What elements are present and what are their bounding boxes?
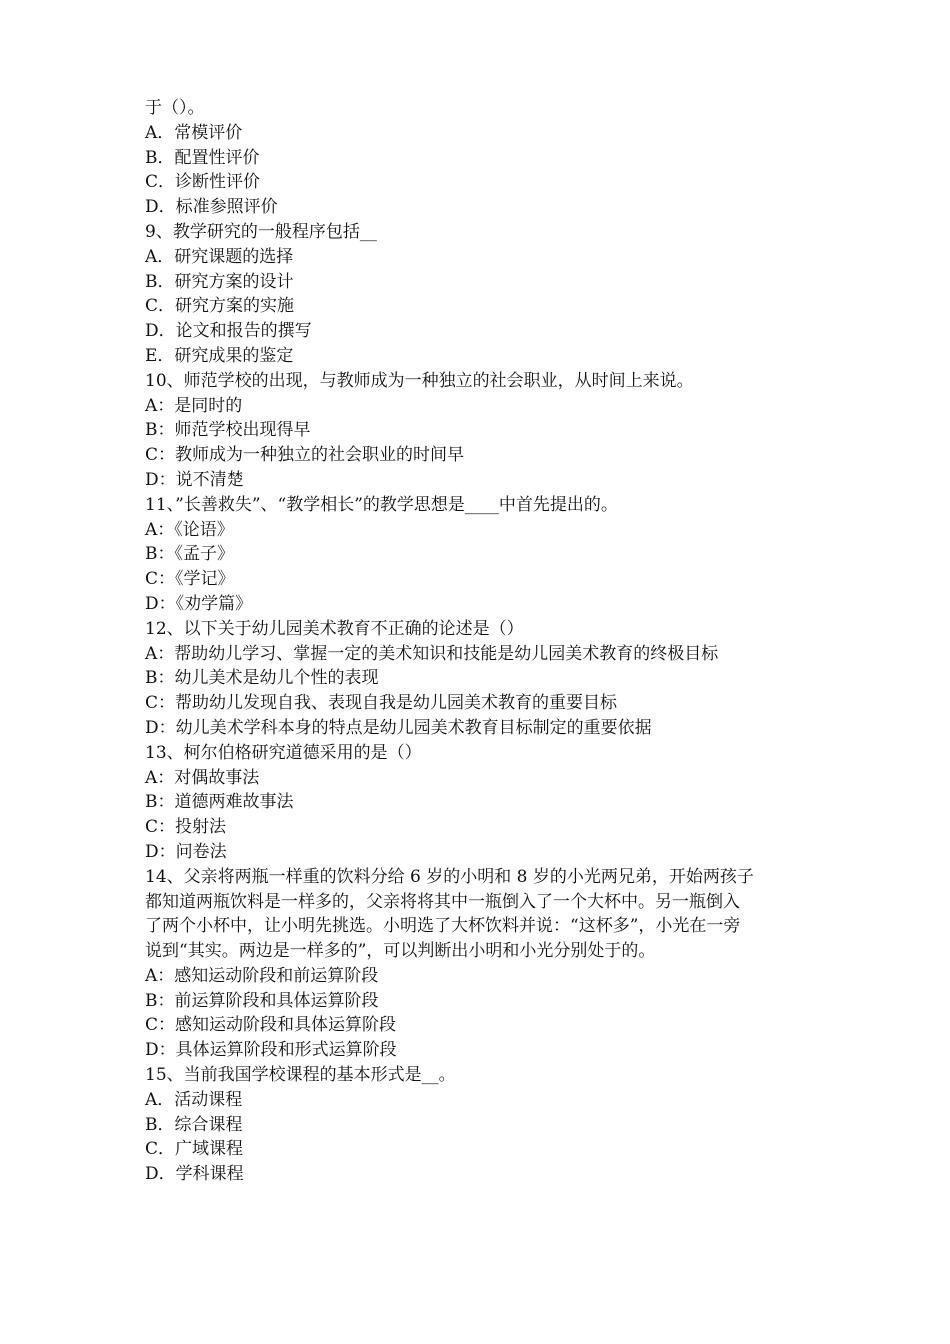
q8-stem-tail: 于（）。: [145, 98, 205, 118]
q15-stem: 15、当前我国学校课程的基本形式是__。: [145, 1065, 456, 1086]
q12-option-c: C：帮助幼儿发现自我、表现自我是幼儿园美术教育的重要目标: [145, 693, 618, 714]
q8-option-d: D．标准参照评价: [145, 197, 278, 218]
q12-option-a: A：帮助幼儿学习、掌握一定的美术知识和技能是幼儿园美术教育的终极目标: [145, 643, 719, 664]
q11-stem: 11、”长善救失”、“教学相长”的教学思想是____中首先提出的。: [145, 494, 618, 515]
q13-option-b: B：道德两难故事法: [145, 792, 294, 813]
q8-option-a: A．常模评价: [145, 122, 243, 143]
q14-stem-line-4: 说到“其实。两边是一样多的”，可以判断出小明和小光分别处于的。: [145, 941, 656, 962]
q9-option-b: B．研究方案的设计: [145, 271, 294, 292]
q15-option-d: D．学科课程: [145, 1164, 244, 1185]
q13-stem: 13、柯尔伯格研究道德采用的是（）: [145, 742, 422, 763]
q11-option-d: D：《劝学篇》: [145, 593, 253, 614]
q14-option-a: A：感知运动阶段和前运算阶段: [145, 965, 379, 986]
document-body: [145, 96, 825, 1187]
q9-option-a: A．研究课题的选择: [145, 246, 294, 267]
q9-option-d: D．论文和报告的撰写: [145, 321, 312, 342]
q11-option-c: C：《学记》: [145, 569, 235, 590]
q11-option-a: A：《论语》: [145, 519, 234, 540]
q10-stem: 10、师范学校的出现，与教师成为一种独立的社会职业，从时间上来说。: [145, 370, 694, 391]
q15-option-a: A．活动课程: [145, 1089, 243, 1110]
q9-option-e: E．研究成果的鉴定: [145, 345, 294, 366]
q10-option-d: D：说不清楚: [145, 469, 244, 490]
q9-stem: 9、教学研究的一般程序包括__: [145, 221, 377, 242]
q10-option-b: B：师范学校出现得早: [145, 420, 311, 441]
q8-option-c: C．诊断性评价: [145, 172, 261, 193]
q13-option-d: D：问卷法: [145, 841, 227, 862]
q11-option-b: B：《孟子》: [145, 544, 234, 565]
q8-option-b: B．配置性评价: [145, 147, 260, 168]
q15-option-b: B．综合课程: [145, 1114, 243, 1135]
q13-option-c: C：投射法: [145, 817, 227, 838]
q12-option-d: D：幼儿美术学科本身的特点是幼儿园美术教育目标制定的重要依据: [145, 717, 652, 738]
q10-option-c: C：教师成为一种独立的社会职业的时间早: [145, 445, 465, 466]
q14-option-d: D：具体运算阶段和形式运算阶段: [145, 1040, 397, 1061]
q12-option-b: B：幼儿美术是幼儿个性的表现: [145, 668, 379, 689]
q14-stem-line-2: 都知道两瓶饮料是一样多的，父亲将将其中一瓶倒入了一个大杯中。另一瓶倒入: [145, 891, 740, 912]
q14-stem-line-3: 了两个小杯中，让小明先挑选。小明选了大杯饮料并说：“这杯多”，小光在一旁: [145, 916, 741, 937]
q15-option-c: C．广域课程: [145, 1139, 244, 1160]
q14-option-b: B：前运算阶段和具体运算阶段: [145, 990, 379, 1011]
q10-option-a: A：是同时的: [145, 395, 243, 416]
q13-option-a: A：对偶故事法: [145, 767, 260, 788]
q9-option-c: C．研究方案的实施: [145, 296, 295, 317]
q14-stem-line-1: 14、父亲将两瓶一样重的饮料分给 6 岁的小明和 8 岁的小光两兄弟，开始两孩子: [145, 866, 754, 887]
q12-stem: 12、以下关于幼儿园美术教育不正确的论述是（）: [145, 618, 524, 639]
q14-option-c: C：感知运动阶段和具体运算阶段: [145, 1015, 397, 1036]
